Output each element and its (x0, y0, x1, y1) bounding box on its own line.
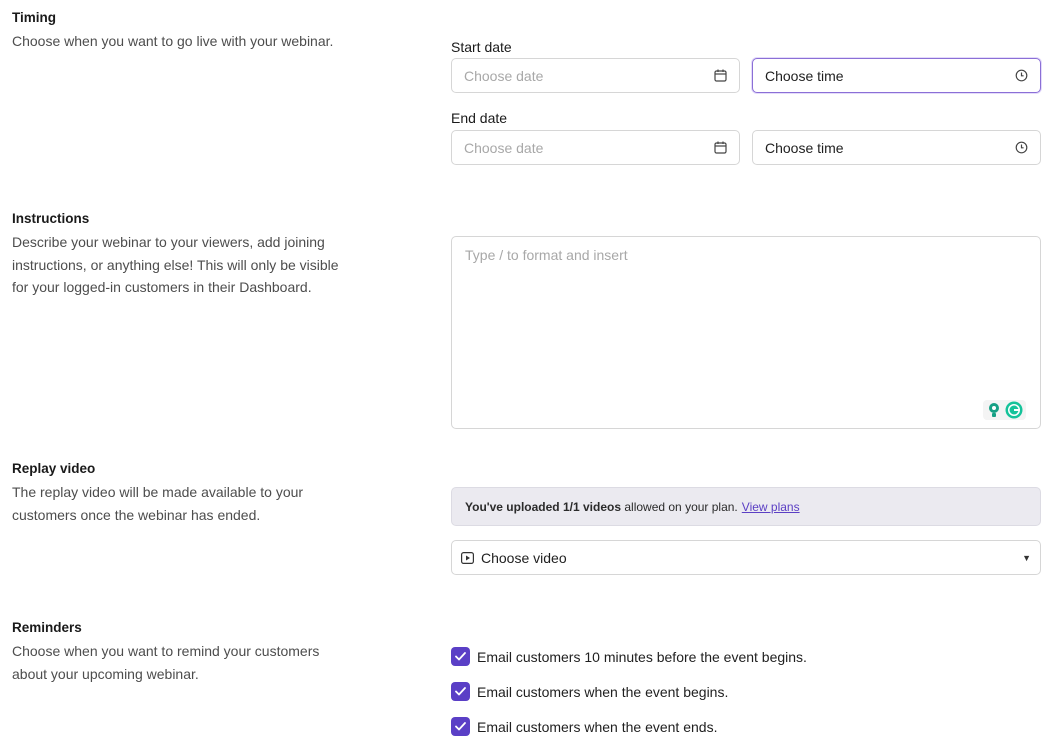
checkbox[interactable] (451, 647, 470, 666)
start-date-label: Start date (451, 39, 512, 55)
notice-suffix: allowed on your plan. (624, 499, 738, 514)
end-time-input[interactable] (752, 130, 1041, 165)
notice-count: 1/1 videos (562, 499, 622, 514)
timing-title: Timing (12, 10, 57, 25)
upload-limit-notice (451, 487, 1041, 526)
replay-title: Replay video (12, 461, 96, 476)
choose-video-select[interactable] (451, 540, 1041, 575)
timing-description: Choose when you want to go live with your webinar. (12, 33, 334, 49)
editor-placeholder: Type / to format and insert (465, 247, 628, 263)
instructions-description: Describe your webinar to your viewers, add joining instructions, or anything else! This will only be visible for your logged-in customers in their Dashboard. (12, 234, 339, 295)
checkmark-icon (455, 722, 466, 731)
start-date-placeholder: Choose date (464, 67, 544, 84)
checkmark-icon (455, 652, 466, 661)
start-time-input[interactable] (752, 58, 1041, 93)
grammarly-widget[interactable] (983, 400, 1026, 420)
start-time-value: Choose time (765, 67, 844, 84)
calendar-icon[interactable] (713, 141, 727, 155)
clock-icon[interactable] (1014, 141, 1028, 155)
checkmark-icon (455, 687, 466, 696)
start-date-input[interactable] (451, 58, 740, 93)
instructions-editor[interactable] (451, 236, 1041, 429)
reminder-label: Email customers 10 minutes before the event begins. (477, 648, 807, 665)
grammarly-icon (1005, 401, 1023, 419)
reminder-option-10min[interactable] (451, 647, 807, 666)
replay-description: The replay video will be made available to your customers once the webinar has ended. (12, 484, 304, 523)
lightbulb-icon (986, 401, 1002, 419)
end-date-placeholder: Choose date (464, 139, 544, 156)
checkbox[interactable] (451, 682, 470, 701)
checkbox[interactable] (451, 717, 470, 736)
reminders-description: Choose when you want to remind your customers about your upcoming webinar. (12, 643, 320, 682)
reminders-title: Reminders (12, 620, 82, 635)
view-plans-link[interactable]: View plans (741, 499, 800, 514)
choose-video-label: Choose video (481, 549, 567, 566)
end-date-input[interactable] (451, 130, 740, 165)
video-icon (461, 552, 474, 564)
calendar-icon[interactable] (713, 69, 727, 83)
reminder-option-ends[interactable] (451, 717, 717, 736)
reminder-label: Email customers when the event begins. (477, 683, 729, 700)
clock-icon[interactable] (1014, 69, 1028, 83)
end-time-value: Choose time (765, 139, 844, 156)
caret-down-icon: ▼ (1022, 552, 1031, 563)
notice-prefix: You've uploaded 1/1 videos allowed on your plan. (465, 499, 738, 514)
end-date-label: End date (451, 110, 508, 126)
reminder-option-begins[interactable] (451, 682, 728, 701)
reminder-label: Email customers when the event ends. (477, 718, 718, 735)
instructions-title: Instructions (12, 211, 90, 226)
